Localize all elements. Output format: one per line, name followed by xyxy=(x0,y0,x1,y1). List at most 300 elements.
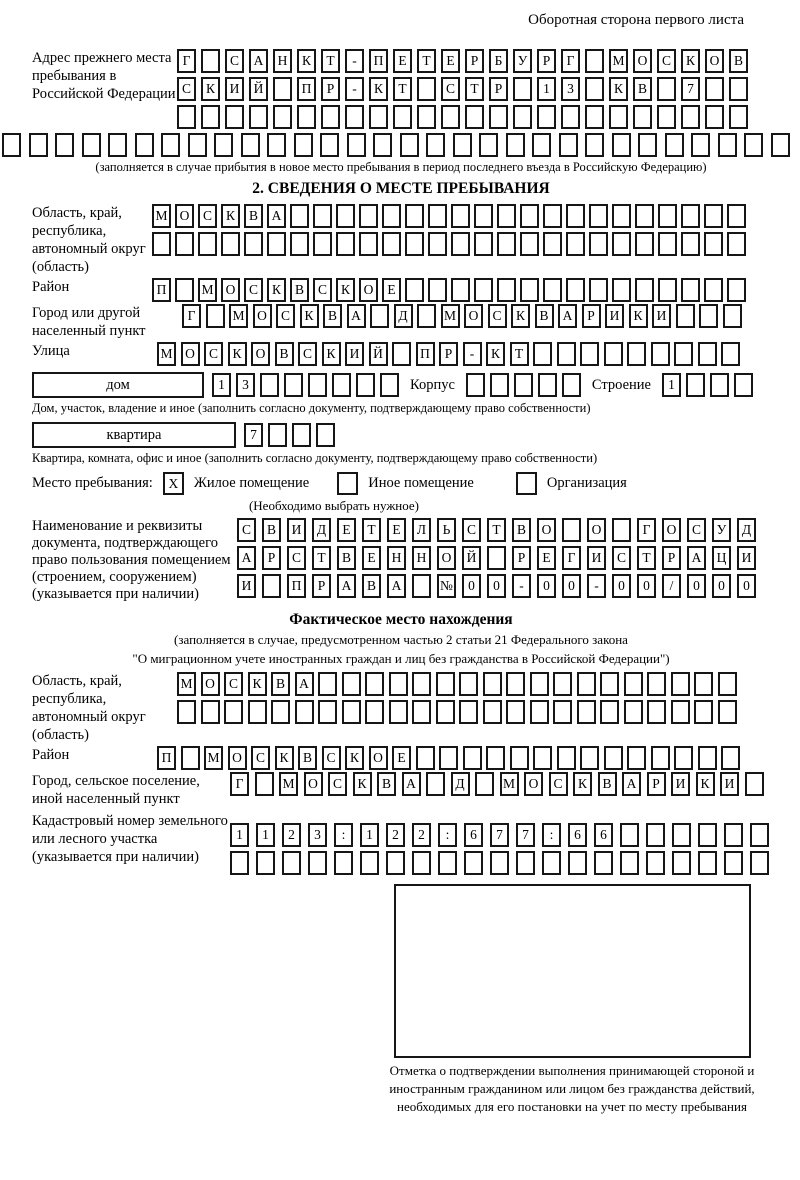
char-box[interactable]: : xyxy=(438,823,457,847)
char-box[interactable] xyxy=(188,133,207,157)
char-box[interactable] xyxy=(566,232,585,256)
char-box[interactable]: М xyxy=(204,746,223,770)
char-box[interactable]: С xyxy=(225,49,244,73)
checkbox-other-premises[interactable] xyxy=(337,472,358,495)
char-box[interactable]: Е xyxy=(392,746,411,770)
char-box[interactable] xyxy=(705,105,724,129)
char-box[interactable]: Е xyxy=(337,518,356,542)
char-box[interactable] xyxy=(268,423,287,447)
char-box[interactable]: С xyxy=(612,546,631,570)
char-box[interactable] xyxy=(82,133,101,157)
char-box[interactable]: А xyxy=(347,304,366,328)
char-box[interactable] xyxy=(585,49,604,73)
char-box[interactable]: Е xyxy=(441,49,460,73)
char-box[interactable]: М xyxy=(152,204,171,228)
char-box[interactable] xyxy=(181,746,200,770)
char-box[interactable]: О xyxy=(228,746,247,770)
char-box[interactable] xyxy=(585,133,604,157)
char-box[interactable] xyxy=(316,423,335,447)
char-box[interactable] xyxy=(553,672,572,696)
char-box[interactable] xyxy=(497,204,516,228)
char-box[interactable]: И xyxy=(237,574,256,598)
char-box[interactable] xyxy=(373,133,392,157)
char-box[interactable] xyxy=(405,278,424,302)
char-box[interactable] xyxy=(230,851,249,875)
char-box[interactable]: - xyxy=(463,342,482,366)
char-box[interactable] xyxy=(108,133,127,157)
char-box[interactable] xyxy=(451,204,470,228)
char-box[interactable] xyxy=(451,232,470,256)
char-box[interactable] xyxy=(506,133,525,157)
char-box[interactable] xyxy=(646,823,665,847)
char-box[interactable] xyxy=(604,342,623,366)
char-box[interactable]: С xyxy=(488,304,507,328)
char-box[interactable]: 3 xyxy=(561,77,580,101)
char-box[interactable]: 0 xyxy=(537,574,556,598)
char-box[interactable] xyxy=(489,105,508,129)
char-box[interactable]: 1 xyxy=(537,77,556,101)
char-box[interactable]: С xyxy=(687,518,706,542)
char-box[interactable] xyxy=(359,204,378,228)
char-box[interactable]: К xyxy=(511,304,530,328)
char-box[interactable] xyxy=(416,746,435,770)
char-box[interactable] xyxy=(214,133,233,157)
char-box[interactable] xyxy=(538,373,557,397)
char-box[interactable]: О xyxy=(524,772,543,796)
char-box[interactable] xyxy=(557,342,576,366)
char-box[interactable] xyxy=(699,304,718,328)
char-box[interactable] xyxy=(490,373,509,397)
char-box[interactable] xyxy=(559,133,578,157)
char-box[interactable] xyxy=(342,700,361,724)
char-box[interactable] xyxy=(553,700,572,724)
char-box[interactable]: С xyxy=(177,77,196,101)
char-box[interactable] xyxy=(336,204,355,228)
char-box[interactable]: К xyxy=(300,304,319,328)
char-box[interactable]: О xyxy=(253,304,272,328)
char-box[interactable] xyxy=(566,204,585,228)
char-box[interactable]: В xyxy=(244,204,263,228)
char-box[interactable] xyxy=(271,700,290,724)
char-box[interactable] xyxy=(313,232,332,256)
char-box[interactable] xyxy=(290,204,309,228)
char-box[interactable] xyxy=(704,232,723,256)
char-box[interactable] xyxy=(562,373,581,397)
char-box[interactable]: В xyxy=(535,304,554,328)
char-box[interactable] xyxy=(497,232,516,256)
char-box[interactable] xyxy=(356,373,375,397)
char-box[interactable] xyxy=(244,232,263,256)
char-box[interactable] xyxy=(486,746,505,770)
char-box[interactable] xyxy=(365,672,384,696)
char-box[interactable] xyxy=(723,304,742,328)
char-box[interactable]: 3 xyxy=(236,373,255,397)
char-box[interactable] xyxy=(620,823,639,847)
char-box[interactable]: О xyxy=(359,278,378,302)
char-box[interactable]: Н xyxy=(412,546,431,570)
char-box[interactable]: 0 xyxy=(487,574,506,598)
char-box[interactable] xyxy=(658,204,677,228)
char-box[interactable] xyxy=(612,133,631,157)
char-box[interactable] xyxy=(704,204,723,228)
char-box[interactable] xyxy=(520,278,539,302)
char-box[interactable]: В xyxy=(598,772,617,796)
char-box[interactable]: 0 xyxy=(737,574,756,598)
char-box[interactable]: 0 xyxy=(637,574,656,598)
char-box[interactable] xyxy=(241,133,260,157)
char-box[interactable]: С xyxy=(313,278,332,302)
char-box[interactable] xyxy=(483,700,502,724)
char-box[interactable]: С xyxy=(328,772,347,796)
house-type-box[interactable]: дом xyxy=(32,372,204,398)
char-box[interactable] xyxy=(332,373,351,397)
char-box[interactable] xyxy=(638,133,657,157)
char-box[interactable]: Е xyxy=(382,278,401,302)
char-box[interactable]: У xyxy=(513,49,532,73)
char-box[interactable]: / xyxy=(662,574,681,598)
char-box[interactable]: П xyxy=(369,49,388,73)
char-box[interactable] xyxy=(201,49,220,73)
char-box[interactable] xyxy=(292,423,311,447)
char-box[interactable]: 2 xyxy=(412,823,431,847)
char-box[interactable] xyxy=(635,204,654,228)
char-box[interactable] xyxy=(589,232,608,256)
char-box[interactable]: С xyxy=(244,278,263,302)
char-box[interactable] xyxy=(382,204,401,228)
char-box[interactable]: С xyxy=(441,77,460,101)
char-box[interactable]: Й xyxy=(249,77,268,101)
char-box[interactable] xyxy=(624,700,643,724)
char-box[interactable] xyxy=(465,105,484,129)
char-box[interactable] xyxy=(313,204,332,228)
char-box[interactable]: А xyxy=(237,546,256,570)
char-box[interactable]: С xyxy=(204,342,223,366)
char-box[interactable] xyxy=(729,77,748,101)
char-box[interactable] xyxy=(734,373,753,397)
char-box[interactable]: О xyxy=(181,342,200,366)
char-box[interactable]: М xyxy=(198,278,217,302)
char-box[interactable]: Л xyxy=(412,518,431,542)
char-box[interactable] xyxy=(729,105,748,129)
char-box[interactable] xyxy=(334,851,353,875)
char-box[interactable] xyxy=(672,851,691,875)
char-box[interactable]: Е xyxy=(387,518,406,542)
char-box[interactable] xyxy=(750,851,769,875)
char-box[interactable]: С xyxy=(549,772,568,796)
char-box[interactable] xyxy=(294,133,313,157)
char-box[interactable]: 0 xyxy=(562,574,581,598)
char-box[interactable] xyxy=(459,700,478,724)
char-box[interactable]: : xyxy=(542,823,561,847)
char-box[interactable]: С xyxy=(224,672,243,696)
char-box[interactable] xyxy=(561,105,580,129)
char-box[interactable]: Р xyxy=(582,304,601,328)
char-box[interactable]: 1 xyxy=(212,373,231,397)
char-box[interactable]: К xyxy=(275,746,294,770)
char-box[interactable]: Г xyxy=(230,772,249,796)
char-box[interactable] xyxy=(177,105,196,129)
char-box[interactable] xyxy=(627,746,646,770)
char-box[interactable]: В xyxy=(633,77,652,101)
char-box[interactable] xyxy=(497,278,516,302)
char-box[interactable]: 7 xyxy=(490,823,509,847)
char-box[interactable]: 0 xyxy=(687,574,706,598)
char-box[interactable] xyxy=(530,672,549,696)
char-box[interactable] xyxy=(475,772,494,796)
char-box[interactable] xyxy=(745,772,764,796)
char-box[interactable]: А xyxy=(622,772,641,796)
char-box[interactable]: С xyxy=(287,546,306,570)
char-box[interactable] xyxy=(347,133,366,157)
char-box[interactable] xyxy=(428,232,447,256)
char-box[interactable]: К xyxy=(609,77,628,101)
char-box[interactable]: - xyxy=(345,77,364,101)
char-box[interactable] xyxy=(225,105,244,129)
char-box[interactable] xyxy=(657,77,676,101)
char-box[interactable] xyxy=(198,232,217,256)
char-box[interactable]: К xyxy=(696,772,715,796)
char-box[interactable] xyxy=(451,278,470,302)
char-box[interactable] xyxy=(273,77,292,101)
char-box[interactable] xyxy=(604,746,623,770)
char-box[interactable] xyxy=(490,851,509,875)
char-box[interactable] xyxy=(750,823,769,847)
char-box[interactable] xyxy=(417,304,436,328)
char-box[interactable]: О xyxy=(633,49,652,73)
char-box[interactable]: П xyxy=(297,77,316,101)
char-box[interactable]: 2 xyxy=(282,823,301,847)
char-box[interactable]: К xyxy=(201,77,220,101)
char-box[interactable] xyxy=(412,672,431,696)
char-box[interactable]: К xyxy=(228,342,247,366)
char-box[interactable]: А xyxy=(267,204,286,228)
char-box[interactable] xyxy=(386,851,405,875)
char-box[interactable]: Т xyxy=(312,546,331,570)
char-box[interactable] xyxy=(557,746,576,770)
char-box[interactable]: В xyxy=(275,342,294,366)
char-box[interactable]: Р xyxy=(647,772,666,796)
char-box[interactable] xyxy=(417,77,436,101)
char-box[interactable] xyxy=(577,700,596,724)
char-box[interactable] xyxy=(537,105,556,129)
char-box[interactable]: Д xyxy=(312,518,331,542)
char-box[interactable]: Т xyxy=(417,49,436,73)
char-box[interactable]: Т xyxy=(362,518,381,542)
char-box[interactable] xyxy=(161,133,180,157)
char-box[interactable]: С xyxy=(322,746,341,770)
char-box[interactable]: И xyxy=(720,772,739,796)
char-box[interactable]: И xyxy=(287,518,306,542)
char-box[interactable] xyxy=(389,700,408,724)
char-box[interactable] xyxy=(318,672,337,696)
char-box[interactable] xyxy=(297,105,316,129)
char-box[interactable] xyxy=(612,518,631,542)
char-box[interactable]: К xyxy=(681,49,700,73)
char-box[interactable]: - xyxy=(345,49,364,73)
char-box[interactable] xyxy=(295,700,314,724)
char-box[interactable] xyxy=(577,672,596,696)
char-box[interactable] xyxy=(474,204,493,228)
char-box[interactable]: 1 xyxy=(256,823,275,847)
char-box[interactable]: О xyxy=(304,772,323,796)
char-box[interactable]: 7 xyxy=(681,77,700,101)
char-box[interactable] xyxy=(426,133,445,157)
char-box[interactable] xyxy=(681,278,700,302)
char-box[interactable] xyxy=(412,851,431,875)
char-box[interactable] xyxy=(600,700,619,724)
char-box[interactable]: С xyxy=(462,518,481,542)
char-box[interactable] xyxy=(580,746,599,770)
char-box[interactable]: П xyxy=(416,342,435,366)
char-box[interactable] xyxy=(466,373,485,397)
char-box[interactable]: Д xyxy=(394,304,413,328)
char-box[interactable]: О xyxy=(662,518,681,542)
char-box[interactable]: Ц xyxy=(712,546,731,570)
char-box[interactable] xyxy=(256,851,275,875)
char-box[interactable]: К xyxy=(345,746,364,770)
char-box[interactable]: Р xyxy=(537,49,556,73)
char-box[interactable] xyxy=(727,204,746,228)
apartment-type-box[interactable]: квартира xyxy=(32,422,236,448)
char-box[interactable] xyxy=(412,700,431,724)
char-box[interactable] xyxy=(698,342,717,366)
char-box[interactable]: А xyxy=(387,574,406,598)
char-box[interactable]: Г xyxy=(177,49,196,73)
char-box[interactable]: Д xyxy=(451,772,470,796)
char-box[interactable] xyxy=(589,278,608,302)
char-box[interactable] xyxy=(727,278,746,302)
char-box[interactable] xyxy=(694,672,713,696)
char-box[interactable] xyxy=(585,105,604,129)
char-box[interactable] xyxy=(533,746,552,770)
char-box[interactable]: В xyxy=(512,518,531,542)
char-box[interactable] xyxy=(221,232,240,256)
char-box[interactable]: О xyxy=(705,49,724,73)
char-box[interactable]: К xyxy=(221,204,240,228)
char-box[interactable] xyxy=(672,823,691,847)
char-box[interactable] xyxy=(474,232,493,256)
char-box[interactable] xyxy=(224,700,243,724)
char-box[interactable] xyxy=(651,746,670,770)
char-box[interactable] xyxy=(674,746,693,770)
char-box[interactable]: В xyxy=(298,746,317,770)
char-box[interactable]: : xyxy=(334,823,353,847)
char-box[interactable] xyxy=(262,574,281,598)
char-box[interactable]: И xyxy=(225,77,244,101)
char-box[interactable] xyxy=(542,851,561,875)
char-box[interactable]: 1 xyxy=(360,823,379,847)
char-box[interactable] xyxy=(600,672,619,696)
char-box[interactable]: Р xyxy=(662,546,681,570)
char-box[interactable] xyxy=(771,133,790,157)
char-box[interactable] xyxy=(436,672,455,696)
char-box[interactable]: Б xyxy=(489,49,508,73)
char-box[interactable]: 6 xyxy=(568,823,587,847)
char-box[interactable]: Й xyxy=(462,546,481,570)
char-box[interactable]: П xyxy=(152,278,171,302)
char-box[interactable] xyxy=(152,232,171,256)
char-box[interactable] xyxy=(267,232,286,256)
char-box[interactable]: Р xyxy=(512,546,531,570)
char-box[interactable]: С xyxy=(276,304,295,328)
char-box[interactable]: М xyxy=(229,304,248,328)
char-box[interactable] xyxy=(175,232,194,256)
char-box[interactable] xyxy=(436,700,455,724)
char-box[interactable] xyxy=(365,700,384,724)
char-box[interactable]: И xyxy=(652,304,671,328)
char-box[interactable] xyxy=(441,105,460,129)
char-box[interactable] xyxy=(647,672,666,696)
char-box[interactable] xyxy=(175,278,194,302)
char-box[interactable]: О xyxy=(537,518,556,542)
char-box[interactable] xyxy=(248,700,267,724)
char-box[interactable]: 1 xyxy=(230,823,249,847)
char-box[interactable] xyxy=(718,133,737,157)
char-box[interactable] xyxy=(691,133,710,157)
char-box[interactable] xyxy=(721,342,740,366)
char-box[interactable] xyxy=(282,851,301,875)
char-box[interactable] xyxy=(658,278,677,302)
char-box[interactable] xyxy=(533,342,552,366)
char-box[interactable]: Н xyxy=(273,49,292,73)
char-box[interactable] xyxy=(566,278,585,302)
char-box[interactable] xyxy=(744,133,763,157)
char-box[interactable]: О xyxy=(175,204,194,228)
char-box[interactable]: К xyxy=(573,772,592,796)
char-box[interactable]: К xyxy=(369,77,388,101)
char-box[interactable]: К xyxy=(248,672,267,696)
char-box[interactable] xyxy=(206,304,225,328)
char-box[interactable]: - xyxy=(587,574,606,598)
char-box[interactable] xyxy=(506,700,525,724)
char-box[interactable] xyxy=(694,700,713,724)
char-box[interactable]: С xyxy=(198,204,217,228)
char-box[interactable] xyxy=(412,574,431,598)
char-box[interactable]: В xyxy=(271,672,290,696)
char-box[interactable] xyxy=(2,133,21,157)
char-box[interactable]: М xyxy=(441,304,460,328)
char-box[interactable] xyxy=(671,672,690,696)
char-box[interactable]: О xyxy=(251,342,270,366)
char-box[interactable]: Т xyxy=(637,546,656,570)
char-box[interactable] xyxy=(459,672,478,696)
char-box[interactable] xyxy=(405,232,424,256)
char-box[interactable] xyxy=(665,133,684,157)
char-box[interactable]: А xyxy=(337,574,356,598)
char-box[interactable] xyxy=(359,232,378,256)
char-box[interactable]: 3 xyxy=(308,823,327,847)
char-box[interactable] xyxy=(543,232,562,256)
char-box[interactable]: Т xyxy=(510,342,529,366)
char-box[interactable] xyxy=(417,105,436,129)
char-box[interactable] xyxy=(463,746,482,770)
char-box[interactable]: В xyxy=(323,304,342,328)
char-box[interactable]: Д xyxy=(737,518,756,542)
char-box[interactable]: М xyxy=(609,49,628,73)
char-box[interactable]: В xyxy=(729,49,748,73)
char-box[interactable] xyxy=(658,232,677,256)
char-box[interactable] xyxy=(520,232,539,256)
char-box[interactable]: Р xyxy=(465,49,484,73)
char-box[interactable]: М xyxy=(279,772,298,796)
char-box[interactable] xyxy=(405,204,424,228)
char-box[interactable] xyxy=(724,851,743,875)
char-box[interactable] xyxy=(727,232,746,256)
char-box[interactable]: В xyxy=(377,772,396,796)
char-box[interactable]: К xyxy=(322,342,341,366)
char-box[interactable] xyxy=(624,672,643,696)
char-box[interactable] xyxy=(273,105,292,129)
